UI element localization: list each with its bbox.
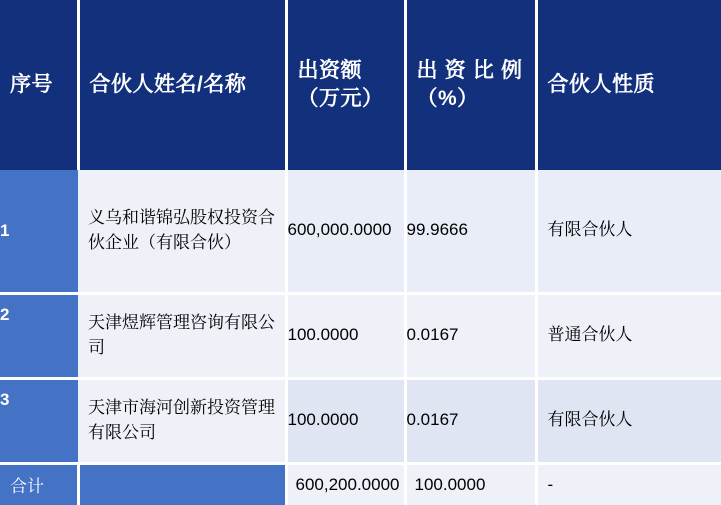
row-nature: 普通合伙人 (536, 293, 721, 378)
row-nature: 有限合伙人 (536, 170, 721, 293)
column-header-ratio-label (407, 57, 535, 112)
row-nature: 有限合伙人 (536, 378, 721, 463)
row-amount: 600,000.0000 (286, 170, 405, 293)
row-index: 3 (0, 378, 78, 463)
column-header-name-label: 合伙人姓名/名称 (89, 73, 247, 97)
row-ratio: 99.9666 (405, 170, 536, 293)
column-header-amount-line2: （万元） (297, 87, 384, 110)
row-index: 2 (0, 293, 78, 378)
column-header-ratio-line2: （%） (416, 87, 479, 110)
table-header-row (0, 0, 721, 170)
column-header-amount (286, 0, 405, 170)
row-partner-name: 义乌和谐锦弘股权投资合伙企业（有限合伙） (78, 170, 286, 293)
row-ratio: 0.0167 (405, 378, 536, 463)
column-header-amount-label (288, 57, 404, 112)
row-index: 1 (0, 170, 78, 293)
total-name-blank (78, 463, 286, 505)
table-header (0, 0, 721, 170)
column-header-amount-line1: 出资额 (297, 59, 362, 83)
column-header-nature (536, 0, 721, 170)
column-header-ratio-line1: 出 资 比 例 (416, 59, 523, 83)
total-ratio: 100.0000 (405, 463, 536, 505)
table-row (0, 170, 721, 293)
table-total-row (0, 463, 721, 505)
column-header-name (78, 0, 286, 170)
column-header-index (0, 0, 78, 170)
row-partner-name: 天津市海河创新投资管理有限公司 (78, 378, 286, 463)
row-partner-name: 天津煜辉管理咨询有限公司 (78, 293, 286, 378)
column-header-nature-label: 合伙人性质 (547, 73, 655, 97)
total-label: 合计 (0, 463, 78, 505)
column-header-ratio (405, 0, 536, 170)
row-ratio: 0.0167 (405, 293, 536, 378)
table-row (0, 378, 721, 463)
row-amount: 100.0000 (286, 293, 405, 378)
total-nature: - (536, 463, 721, 505)
total-amount: 600,200.0000 (286, 463, 405, 505)
table-body (0, 170, 721, 505)
row-amount: 100.0000 (286, 378, 405, 463)
table-row (0, 293, 721, 378)
column-header-index-label: 序号 (10, 73, 53, 97)
